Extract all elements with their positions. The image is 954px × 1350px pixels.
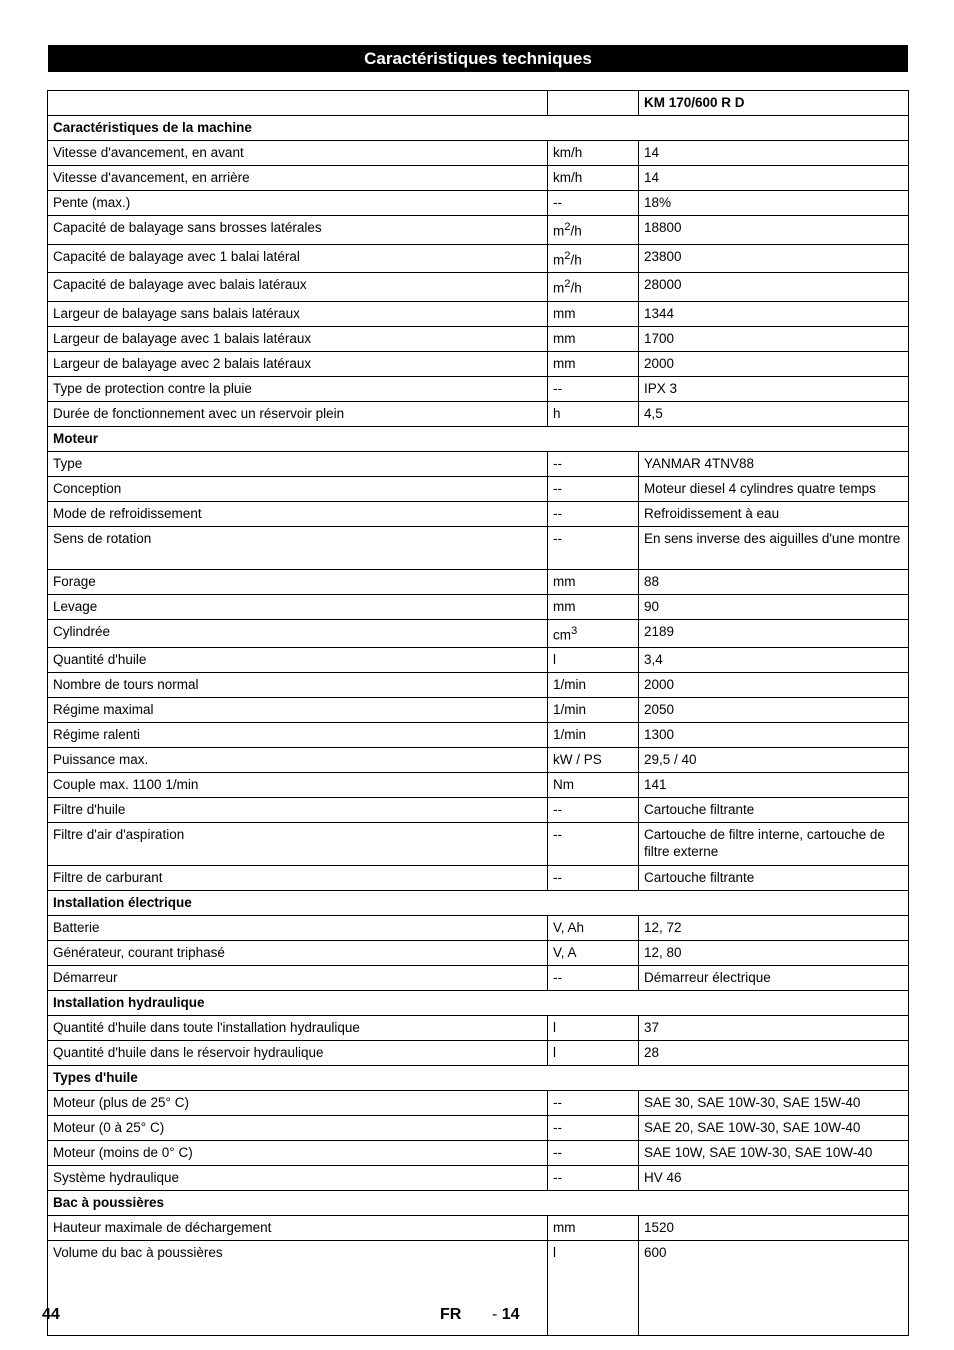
row-label: Pente (max.)	[48, 191, 548, 216]
table-row	[48, 301, 909, 326]
section-title: Moteur	[48, 426, 909, 451]
section-row	[48, 1066, 909, 1091]
section-title: Installation électrique	[48, 891, 909, 916]
row-label: Vitesse d'avancement, en arrière	[48, 166, 548, 191]
unit-base: cm	[553, 627, 571, 642]
table-row	[48, 569, 909, 594]
row-value: Cartouche filtrante	[639, 866, 909, 891]
unit-sup: 2	[564, 221, 571, 233]
unit-base: m	[553, 252, 565, 267]
row-unit: km/h	[548, 141, 639, 166]
row-value: 600	[639, 1241, 909, 1336]
row-label: Capacité de balayage sans brosses latérales	[48, 216, 548, 245]
row-unit: mm	[548, 351, 639, 376]
row-label: Hauteur maximale de déchargement	[48, 1216, 548, 1241]
row-unit: --	[548, 501, 639, 526]
row-value: 18%	[639, 191, 909, 216]
row-value: 23800	[639, 244, 909, 273]
row-unit: 1/min	[548, 698, 639, 723]
row-label: Type	[48, 451, 548, 476]
section-title: Types d'huile	[48, 1066, 909, 1091]
row-value: 28000	[639, 273, 909, 302]
row-value: HV 46	[639, 1166, 909, 1191]
row-value: SAE 20, SAE 10W-30, SAE 10W-40	[639, 1116, 909, 1141]
row-unit: --	[548, 526, 639, 569]
row-unit: kW / PS	[548, 748, 639, 773]
table-row	[48, 1091, 909, 1116]
row-value: 1344	[639, 301, 909, 326]
table-row	[48, 673, 909, 698]
row-value: En sens inverse des aiguilles d'une montre	[639, 526, 909, 569]
row-label: Durée de fonctionnement avec un réservoir plein	[48, 401, 548, 426]
row-unit: mm	[548, 569, 639, 594]
table-row	[48, 966, 909, 991]
row-label: Volume du bac à poussières	[48, 1241, 548, 1336]
row-value: 141	[639, 773, 909, 798]
table-row	[48, 376, 909, 401]
row-value: 3,4	[639, 648, 909, 673]
table-row	[48, 594, 909, 619]
section-row	[48, 426, 909, 451]
row-value: 12, 80	[639, 941, 909, 966]
row-label: Largeur de balayage avec 1 balais latéraux	[48, 326, 548, 351]
row-unit: l	[548, 1241, 639, 1336]
row-unit	[548, 216, 639, 245]
table-row	[48, 273, 909, 302]
row-label: Régime ralenti	[48, 723, 548, 748]
unit-sup: 2	[564, 249, 571, 262]
unit-base: m	[553, 280, 565, 296]
row-unit: 1/min	[548, 723, 639, 748]
table-header-row	[48, 91, 909, 116]
footer-dash: -	[492, 1306, 498, 1323]
table-row	[48, 216, 909, 245]
row-unit	[548, 619, 639, 648]
row-unit: mm	[548, 594, 639, 619]
row-value: SAE 10W, SAE 10W-30, SAE 10W-40	[639, 1141, 909, 1166]
row-unit: mm	[548, 326, 639, 351]
header-cell-model: KM 170/600 R D	[639, 91, 909, 116]
row-label: Moteur (plus de 25° C)	[48, 1091, 548, 1116]
row-label: Nombre de tours normal	[48, 673, 548, 698]
row-value: 37	[639, 1016, 909, 1041]
spec-table	[47, 90, 909, 1336]
row-value: 2189	[639, 619, 909, 648]
row-unit: l	[548, 648, 639, 673]
row-unit: km/h	[548, 166, 639, 191]
header-cell-label	[48, 91, 548, 116]
table-row	[48, 326, 909, 351]
footer-section-number	[492, 1306, 520, 1324]
section-title: Installation hydraulique	[48, 991, 909, 1016]
table-row	[48, 1116, 909, 1141]
row-label: Cylindrée	[48, 619, 548, 648]
row-label: Quantité d'huile	[48, 648, 548, 673]
row-value: 2050	[639, 698, 909, 723]
section-title: Bac à poussières	[48, 1191, 909, 1216]
row-unit: --	[548, 798, 639, 823]
table-row	[48, 1241, 909, 1336]
unit-rest: /h	[570, 252, 582, 267]
table-row	[48, 476, 909, 501]
row-value: Cartouche de filtre interne, cartouche de filtre externe	[639, 823, 909, 866]
row-unit: V, Ah	[548, 916, 639, 941]
row-value: 1700	[639, 326, 909, 351]
section-title: Caractéristiques de la machine	[48, 116, 909, 141]
row-label: Mode de refroidissement	[48, 501, 548, 526]
row-label: Système hydraulique	[48, 1166, 548, 1191]
table-row	[48, 451, 909, 476]
table-row	[48, 244, 909, 273]
row-value: 2000	[639, 673, 909, 698]
table-row	[48, 723, 909, 748]
table-row	[48, 1141, 909, 1166]
row-unit: --	[548, 476, 639, 501]
table-row	[48, 866, 909, 891]
row-unit: --	[548, 191, 639, 216]
row-label: Forage	[48, 569, 548, 594]
table-row	[48, 648, 909, 673]
row-unit: mm	[548, 1216, 639, 1241]
row-label: Batterie	[48, 916, 548, 941]
unit-base: m	[553, 223, 565, 239]
row-label: Filtre d'air d'aspiration	[48, 823, 548, 866]
table-row	[48, 526, 909, 569]
table-row	[48, 619, 909, 648]
table-row	[48, 698, 909, 723]
row-label: Filtre de carburant	[48, 866, 548, 891]
row-label: Démarreur	[48, 966, 548, 991]
row-value: Démarreur électrique	[639, 966, 909, 991]
row-value: IPX 3	[639, 376, 909, 401]
table-row	[48, 1166, 909, 1191]
table-row	[48, 401, 909, 426]
row-unit	[548, 273, 639, 302]
table-row	[48, 798, 909, 823]
row-value: 90	[639, 594, 909, 619]
table-row	[48, 773, 909, 798]
table-row	[48, 191, 909, 216]
row-value: 28	[639, 1041, 909, 1066]
row-unit: --	[548, 376, 639, 401]
row-unit: --	[548, 823, 639, 866]
row-label: Vitesse d'avancement, en avant	[48, 141, 548, 166]
row-unit: --	[548, 1091, 639, 1116]
row-label: Capacité de balayage avec balais latéraux	[48, 273, 548, 302]
row-unit: --	[548, 1166, 639, 1191]
row-value: 18800	[639, 216, 909, 245]
footer-language: FR	[440, 1306, 462, 1323]
row-unit: h	[548, 401, 639, 426]
row-value: YANMAR 4TNV88	[639, 451, 909, 476]
row-value: 2000	[639, 351, 909, 376]
row-value: Moteur diesel 4 cylindres quatre temps	[639, 476, 909, 501]
row-label: Largeur de balayage avec 2 balais latéraux	[48, 351, 548, 376]
row-unit: --	[548, 866, 639, 891]
row-value: 29,5 / 40	[639, 748, 909, 773]
table-row	[48, 501, 909, 526]
row-value: 1300	[639, 723, 909, 748]
row-label: Moteur (moins de 0° C)	[48, 1141, 548, 1166]
row-label: Générateur, courant triphasé	[48, 941, 548, 966]
table-row	[48, 823, 909, 866]
table-row	[48, 1041, 909, 1066]
row-unit: l	[548, 1041, 639, 1066]
row-label: Sens de rotation	[48, 526, 548, 569]
row-unit: V, A	[548, 941, 639, 966]
unit-sup: 2	[564, 278, 571, 290]
row-unit: l	[548, 1016, 639, 1041]
row-label: Levage	[48, 594, 548, 619]
row-unit: Nm	[548, 773, 639, 798]
row-unit: mm	[548, 301, 639, 326]
section-row	[48, 991, 909, 1016]
row-unit	[548, 244, 639, 273]
row-label: Type de protection contre la pluie	[48, 376, 548, 401]
row-value: Cartouche filtrante	[639, 798, 909, 823]
row-value: 4,5	[639, 401, 909, 426]
row-unit: --	[548, 451, 639, 476]
table-row	[48, 1016, 909, 1041]
unit-rest: /h	[570, 280, 582, 296]
table-row	[48, 748, 909, 773]
unit-rest: /h	[570, 223, 582, 239]
row-value: Refroidissement à eau	[639, 501, 909, 526]
row-value: 14	[639, 141, 909, 166]
row-unit: 1/min	[548, 673, 639, 698]
row-label: Capacité de balayage avec 1 balai latéral	[48, 244, 548, 273]
row-label: Largeur de balayage sans balais latéraux	[48, 301, 548, 326]
section-row	[48, 1191, 909, 1216]
row-label: Régime maximal	[48, 698, 548, 723]
row-unit: --	[548, 1116, 639, 1141]
row-label: Puissance max.	[48, 748, 548, 773]
row-label: Moteur (0 à 25° C)	[48, 1116, 548, 1141]
header-cell-unit	[548, 91, 639, 116]
footer-number: 14	[501, 1306, 520, 1323]
row-label: Couple max. 1100 1/min	[48, 773, 548, 798]
row-value: 12, 72	[639, 916, 909, 941]
section-row	[48, 891, 909, 916]
footer-page-number: 44	[42, 1306, 60, 1323]
page-title: Caractéristiques techniques	[48, 45, 908, 72]
row-value: 88	[639, 569, 909, 594]
table-row	[48, 941, 909, 966]
table-row	[48, 141, 909, 166]
table-row	[48, 351, 909, 376]
row-value: 1520	[639, 1216, 909, 1241]
row-unit: --	[548, 966, 639, 991]
table-row	[48, 916, 909, 941]
row-label: Quantité d'huile dans toute l'installation hydraulique	[48, 1016, 548, 1041]
table-row	[48, 166, 909, 191]
section-row	[48, 116, 909, 141]
row-value: 14	[639, 166, 909, 191]
unit-sup: 3	[571, 624, 578, 637]
row-label: Conception	[48, 476, 548, 501]
row-value: SAE 30, SAE 10W-30, SAE 15W-40	[639, 1091, 909, 1116]
table-row	[48, 1216, 909, 1241]
row-unit: --	[548, 1141, 639, 1166]
row-label: Quantité d'huile dans le réservoir hydraulique	[48, 1041, 548, 1066]
row-label: Filtre d'huile	[48, 798, 548, 823]
